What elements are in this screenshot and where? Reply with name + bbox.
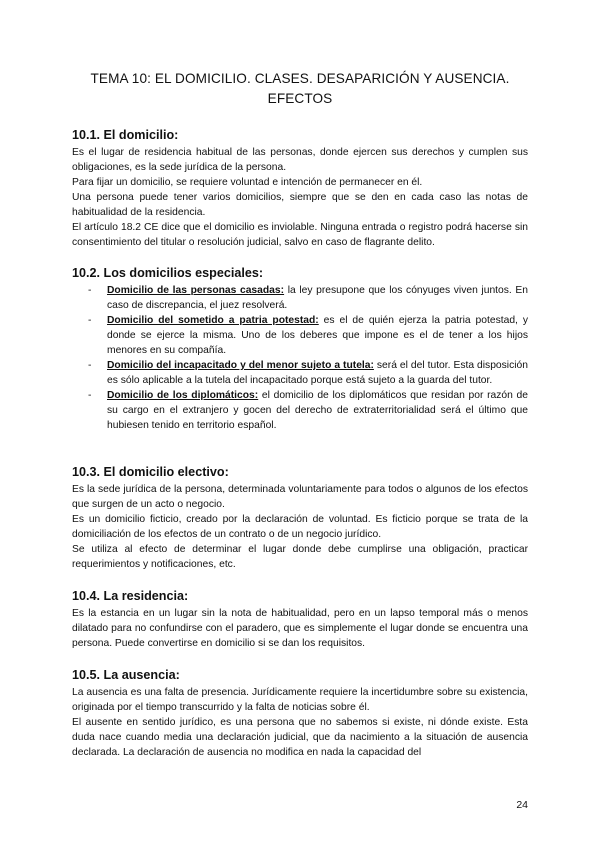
dash-bullet: - — [88, 285, 92, 296]
paragraph: Es un domicilio ficticio, creado por la declaración de voluntad. Es ficticio porque se trata de la domiciliación de los efectos de un contrato o de un negocio jurídico. — [72, 514, 528, 540]
paragraph: Es el lugar de residencia habitual de las personas, donde ejercen sus derechos y cumplen sus obligaciones, es la sede jurídica de la persona. — [72, 147, 528, 173]
dash-bullet: - — [88, 390, 92, 401]
page-number: 24 — [516, 799, 528, 811]
item-term: Domicilio de los diplomáticos: — [107, 390, 259, 401]
section-heading: 10.4. La residencia: — [72, 589, 189, 603]
section-domicilio-electivo — [72, 464, 528, 572]
item-text: el domicilio de los diplomáticos que residan por razón de su cargo en el extranjero y gocen del derecho de extraterritorialidad será el último que hubiesen tenido en territorio español. — [107, 390, 528, 431]
item-term: Domicilio del sometido a patria potestad: — [107, 315, 319, 326]
list-item — [72, 358, 528, 388]
section-residencia — [72, 588, 528, 651]
paragraph: Es la sede jurídica de la persona, determinada voluntariamente para todos o algunos de los efectos que surgen de un acto o negocio. — [72, 484, 528, 510]
paragraph: Para fijar un domicilio, se requiere voluntad e intención de permanecer en él. — [72, 177, 423, 188]
special-domiciles-list — [72, 283, 528, 433]
item-text: será el del tutor. Esta disposición es sólo aplicable a la tutela del incapacitado porque está sujeto a la guarda del tutor. — [107, 360, 528, 386]
list-item — [72, 313, 528, 358]
item-text: es el de quién ejerza la patria potestad, y donde se ejerce la misma. Uno de los deberes que impone es el de tener a los hijos menores en su compañía. — [107, 315, 528, 356]
section-domicilios-especiales — [72, 265, 528, 433]
page-title — [72, 69, 528, 109]
item-text: la ley presupone que los cónyuges viven juntos. En caso de discrepancia, el juez resolverá. — [107, 285, 529, 311]
section-heading: 10.3. El domicilio electivo: — [72, 465, 229, 479]
section-heading: 10.5. La ausencia: — [72, 668, 180, 682]
item-term: Domicilio de las personas casadas: — [107, 285, 285, 296]
list-item — [72, 388, 528, 433]
dash-bullet: - — [88, 315, 92, 326]
list-item — [72, 283, 528, 313]
page-title-line-2: EFECTOS — [267, 91, 333, 106]
section-ausencia — [72, 667, 528, 760]
paragraph: Es la estancia en un lugar sin la nota de habitualidad, pero en un lapso temporal más o menos dilatado para no confundirse con el paradero, que es simplemente el lugar donde se encuentra una persona. Puede convertirse en domicilio si se dan los requisitos. — [72, 608, 528, 649]
paragraph: Se utiliza al efecto de determinar el lugar donde debe cumplirse una obligación, practicar requerimientos y notificaciones, etc. — [72, 544, 528, 570]
item-term: Domicilio del incapacitado y del menor sujeto a tutela: — [107, 360, 374, 371]
paragraph: La ausencia es una falta de presencia. Jurídicamente requiere la incertidumbre sobre su existencia, originada por el tiempo transcurrido y la falta de noticias sobre él. — [72, 687, 528, 713]
paragraph: El artículo 18.2 CE dice que el domicilio es inviolable. Ninguna entrada o registro podrá hacerse sin consentimiento del titular o resolución judicial, salvo en caso de flagrante delito. — [72, 222, 528, 248]
paragraph: Una persona puede tener varios domicilios, siempre que se den en cada caso las notas de habitualidad de la residencia. — [72, 192, 528, 218]
section-heading: 10.1. El domicilio: — [72, 128, 179, 142]
dash-bullet: - — [88, 360, 92, 371]
section-domicilio — [72, 127, 528, 250]
page-title-line-1: TEMA 10: EL DOMICILIO. CLASES. DESAPARICIÓN Y AUSENCIA. — [90, 71, 510, 86]
section-heading: 10.2. Los domicilios especiales: — [72, 266, 264, 280]
paragraph: El ausente en sentido jurídico, es una persona que no sabemos si existe, ni dónde existe. Esta duda nace cuando media una declaración judicial, que da nacimiento a la situación de ausencia declarada. La declaración de ausencia no modifica en nada la capacidad del — [72, 717, 528, 758]
